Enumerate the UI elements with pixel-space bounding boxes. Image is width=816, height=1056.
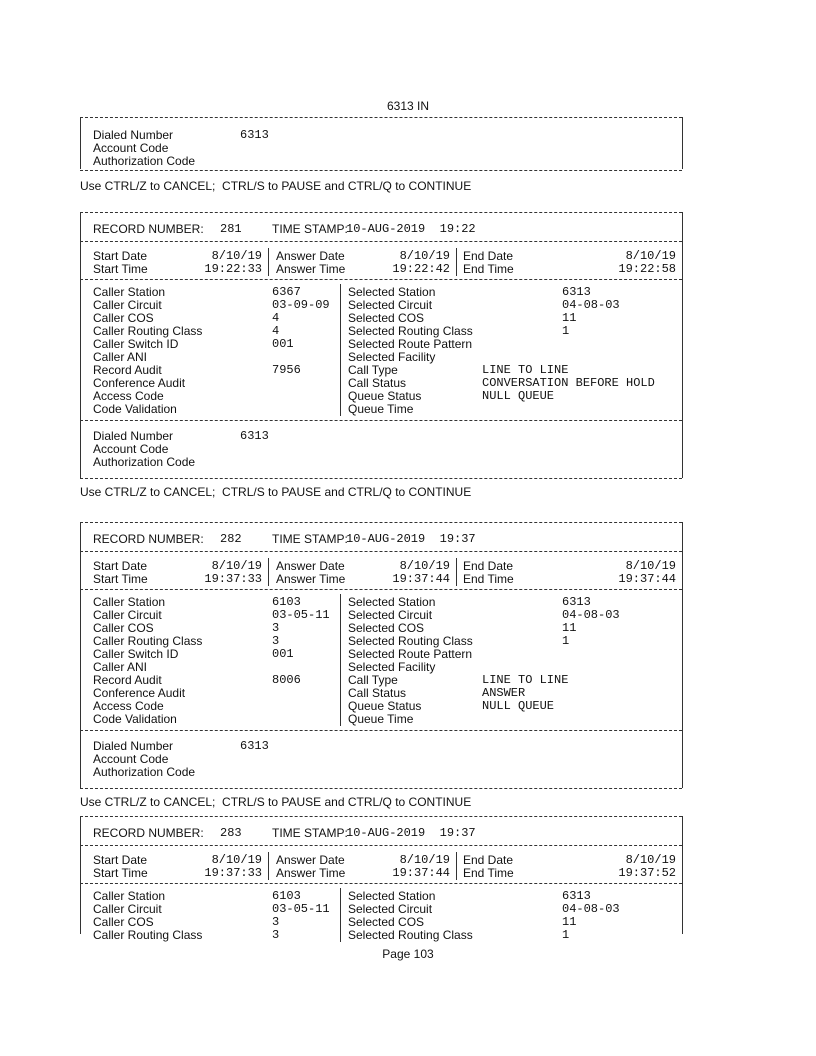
column-divider: [268, 852, 269, 880]
queue-status-label: Queue Status: [348, 699, 422, 713]
record-audit-label: Record Audit: [93, 363, 162, 377]
authorization-code-label: Authorization Code: [93, 455, 196, 469]
selected-circuit-label: Selected Circuit: [348, 608, 433, 622]
divider: [80, 589, 682, 590]
selected-cos-value: 11: [562, 311, 577, 325]
answer-time-label: Answer Time: [276, 262, 346, 276]
end-date-label: End Date: [463, 559, 514, 573]
caller-station-value: 6103: [272, 889, 301, 903]
column-divider: [456, 248, 457, 276]
caller-circuit-value: 03-05-11: [272, 902, 330, 916]
caller-switch-id-label: Caller Switch ID: [93, 337, 179, 351]
answer-time-value: 19:37:44: [392, 866, 450, 880]
column-divider: [340, 594, 341, 726]
authorization-code-label: Authorization Code: [93, 765, 196, 779]
column-divider: [268, 248, 269, 276]
account-code-label: Account Code: [93, 141, 169, 155]
start-time-value: 19:37:33: [204, 572, 262, 586]
caller-ani-label: Caller ANI: [93, 350, 148, 364]
record-audit-label: Record Audit: [93, 673, 162, 687]
end-date-label: End Date: [463, 249, 514, 263]
caller-station-label: Caller Station: [93, 889, 166, 903]
start-time-value: 19:22:33: [204, 262, 262, 276]
caller-routing-class-label: Caller Routing Class: [93, 928, 203, 942]
border-left: [80, 117, 81, 169]
selected-routing-class-value: 1: [562, 928, 570, 942]
selected-circuit-value: 04-08-03: [562, 902, 620, 916]
divider: [80, 478, 682, 479]
caller-circuit-value: 03-05-11: [272, 608, 330, 622]
answer-date-label: Answer Date: [276, 853, 345, 867]
code-validation-label: Code Validation: [93, 712, 177, 726]
call-status-label: Call Status: [348, 686, 407, 700]
dialed-number-value: 6313: [240, 128, 269, 142]
start-date-label: Start Date: [93, 559, 148, 573]
selected-route-pattern-label: Selected Route Pattern: [348, 647, 473, 661]
cancel-line: Use CTRL/Z to CANCEL; CTRL/S to PAUSE and CTRL/Q to CONTINUE: [80, 795, 472, 809]
divider: [80, 279, 682, 280]
selected-cos-value: 11: [562, 621, 577, 635]
selected-routing-class-value: 1: [562, 324, 570, 338]
start-time-label: Start Time: [93, 572, 148, 586]
selected-station-label: Selected Station: [348, 595, 436, 609]
time-stamp-value: 10-AUG-2019 19:37: [346, 826, 476, 840]
selected-station-label: Selected Station: [348, 889, 436, 903]
caller-switch-id-value: 001: [272, 647, 294, 661]
answer-time-label: Answer Time: [276, 572, 346, 586]
answer-time-label: Answer Time: [276, 866, 346, 880]
selected-circuit-label: Selected Circuit: [348, 902, 433, 916]
dialed-number-label: Dialed Number: [93, 739, 174, 753]
caller-switch-id-value: 001: [272, 337, 294, 351]
selected-circuit-value: 04-08-03: [562, 298, 620, 312]
caller-station-value: 6103: [272, 595, 301, 609]
end-time-value: 19:22:58: [618, 262, 676, 276]
border-right: [682, 816, 683, 934]
end-time-value: 19:37:52: [618, 866, 676, 880]
selected-routing-class-label: Selected Routing Class: [348, 928, 473, 942]
answer-date-label: Answer Date: [276, 249, 345, 263]
end-date-value: 8/10/19: [625, 559, 676, 573]
record-number-label: RECORD NUMBER:: [93, 222, 204, 236]
end-date-value: 8/10/19: [625, 853, 676, 867]
column-divider: [340, 888, 341, 942]
call-status-value: ANSWER: [482, 686, 526, 700]
caller-switch-id-label: Caller Switch ID: [93, 647, 179, 661]
divider: [80, 816, 682, 817]
start-date-value: 8/10/19: [211, 853, 262, 867]
end-time-label: End Time: [463, 262, 514, 276]
conference-audit-label: Conference Audit: [93, 376, 186, 390]
account-code-label: Account Code: [93, 442, 169, 456]
caller-cos-value: 3: [272, 915, 280, 929]
queue-time-label: Queue Time: [348, 402, 414, 416]
caller-ani-label: Caller ANI: [93, 660, 148, 674]
start-date-value: 8/10/19: [211, 249, 262, 263]
dialed-number-value: 6313: [240, 429, 269, 443]
time-stamp-value: 10-AUG-2019 19:22: [346, 222, 476, 236]
record-number-label: RECORD NUMBER:: [93, 532, 204, 546]
caller-circuit-label: Caller Circuit: [93, 608, 162, 622]
call-status-value: CONVERSATION BEFORE HOLD: [482, 376, 655, 390]
caller-routing-class-value: 4: [272, 324, 280, 338]
caller-station-value: 6367: [272, 285, 301, 299]
cancel-line: Use CTRL/Z to CANCEL; CTRL/S to PAUSE and CTRL/Q to CONTINUE: [80, 179, 472, 193]
record-audit-value: 7956: [272, 363, 301, 377]
caller-cos-value: 4: [272, 311, 280, 325]
time-stamp-label: TIME STAMP:: [272, 826, 348, 840]
conference-audit-label: Conference Audit: [93, 686, 186, 700]
caller-cos-label: Caller COS: [93, 915, 154, 929]
authorization-code-label: Authorization Code: [93, 154, 196, 168]
call-type-value: LINE TO LINE: [482, 363, 569, 377]
caller-routing-class-value: 3: [272, 634, 280, 648]
call-type-value: LINE TO LINE: [482, 673, 569, 687]
queue-status-label: Queue Status: [348, 389, 422, 403]
record-number-value: 281: [220, 222, 242, 236]
dialed-number-label: Dialed Number: [93, 128, 174, 142]
selected-circuit-value: 04-08-03: [562, 608, 620, 622]
dialed-number-value: 6313: [240, 739, 269, 753]
selected-cos-label: Selected COS: [348, 915, 425, 929]
divider: [80, 522, 682, 523]
column-divider: [340, 284, 341, 416]
divider: [80, 241, 682, 242]
selected-routing-class-value: 1: [562, 634, 570, 648]
divider: [80, 117, 682, 118]
divider: [80, 420, 682, 421]
answer-date-value: 8/10/19: [399, 559, 450, 573]
call-type-label: Call Type: [348, 673, 398, 687]
selected-facility-label: Selected Facility: [348, 350, 436, 364]
end-time-value: 19:37:44: [618, 572, 676, 586]
start-date-value: 8/10/19: [211, 559, 262, 573]
access-code-label: Access Code: [93, 699, 164, 713]
border-right: [682, 522, 683, 788]
record-number-label: RECORD NUMBER:: [93, 826, 204, 840]
caller-cos-value: 3: [272, 621, 280, 635]
start-date-label: Start Date: [93, 853, 148, 867]
caller-circuit-value: 03-09-09: [272, 298, 330, 312]
divider: [80, 212, 682, 213]
caller-routing-class-label: Caller Routing Class: [93, 634, 203, 648]
caller-routing-class-value: 3: [272, 928, 280, 942]
border-right: [682, 117, 683, 169]
column-divider: [268, 558, 269, 586]
caller-circuit-label: Caller Circuit: [93, 298, 162, 312]
end-time-label: End Time: [463, 572, 514, 586]
border-right: [682, 212, 683, 478]
start-date-label: Start Date: [93, 249, 148, 263]
divider: [80, 551, 682, 552]
selected-station-value: 6313: [562, 285, 591, 299]
time-stamp-label: TIME STAMP:: [272, 222, 348, 236]
access-code-label: Access Code: [93, 389, 164, 403]
divider: [80, 170, 682, 171]
queue-status-value: NULL QUEUE: [482, 389, 555, 403]
caller-station-label: Caller Station: [93, 595, 166, 609]
record-number-value: 283: [220, 826, 242, 840]
time-stamp-value: 10-AUG-2019 19:37: [346, 532, 476, 546]
call-status-label: Call Status: [348, 376, 407, 390]
answer-time-value: 19:22:42: [392, 262, 450, 276]
dialed-number-label: Dialed Number: [93, 429, 174, 443]
end-date-label: End Date: [463, 853, 514, 867]
border-left: [80, 212, 81, 478]
answer-time-value: 19:37:44: [392, 572, 450, 586]
divider: [80, 883, 682, 884]
column-divider: [456, 558, 457, 586]
caller-station-label: Caller Station: [93, 285, 166, 299]
selected-routing-class-label: Selected Routing Class: [348, 634, 473, 648]
account-code-label: Account Code: [93, 752, 169, 766]
column-divider: [456, 852, 457, 880]
start-time-label: Start Time: [93, 866, 148, 880]
caller-routing-class-label: Caller Routing Class: [93, 324, 203, 338]
end-time-label: End Time: [463, 866, 514, 880]
code-validation-label: Code Validation: [93, 402, 177, 416]
selected-facility-label: Selected Facility: [348, 660, 436, 674]
divider: [80, 788, 682, 789]
record-audit-value: 8006: [272, 673, 301, 687]
caller-circuit-label: Caller Circuit: [93, 902, 162, 916]
cancel-line: Use CTRL/Z to CANCEL; CTRL/S to PAUSE and CTRL/Q to CONTINUE: [80, 485, 472, 499]
selected-route-pattern-label: Selected Route Pattern: [348, 337, 473, 351]
end-date-value: 8/10/19: [625, 249, 676, 263]
selected-station-value: 6313: [562, 889, 591, 903]
selected-cos-label: Selected COS: [348, 311, 425, 325]
caller-cos-label: Caller COS: [93, 621, 154, 635]
start-time-value: 19:37:33: [204, 866, 262, 880]
selected-cos-label: Selected COS: [348, 621, 425, 635]
caller-cos-label: Caller COS: [93, 311, 154, 325]
selected-circuit-label: Selected Circuit: [348, 298, 433, 312]
selected-station-label: Selected Station: [348, 285, 436, 299]
selected-cos-value: 11: [562, 915, 577, 929]
border-left: [80, 522, 81, 788]
divider: [80, 845, 682, 846]
selected-routing-class-label: Selected Routing Class: [348, 324, 473, 338]
border-left: [80, 816, 81, 934]
time-stamp-label: TIME STAMP:: [272, 532, 348, 546]
page-footer: Page 103: [382, 947, 434, 961]
divider: [80, 730, 682, 731]
call-type-label: Call Type: [348, 363, 398, 377]
page-header: 6313 IN: [386, 99, 430, 113]
queue-time-label: Queue Time: [348, 712, 414, 726]
answer-date-label: Answer Date: [276, 559, 345, 573]
selected-station-value: 6313: [562, 595, 591, 609]
start-time-label: Start Time: [93, 262, 148, 276]
queue-status-value: NULL QUEUE: [482, 699, 555, 713]
answer-date-value: 8/10/19: [399, 249, 450, 263]
answer-date-value: 8/10/19: [399, 853, 450, 867]
record-number-value: 282: [220, 532, 242, 546]
